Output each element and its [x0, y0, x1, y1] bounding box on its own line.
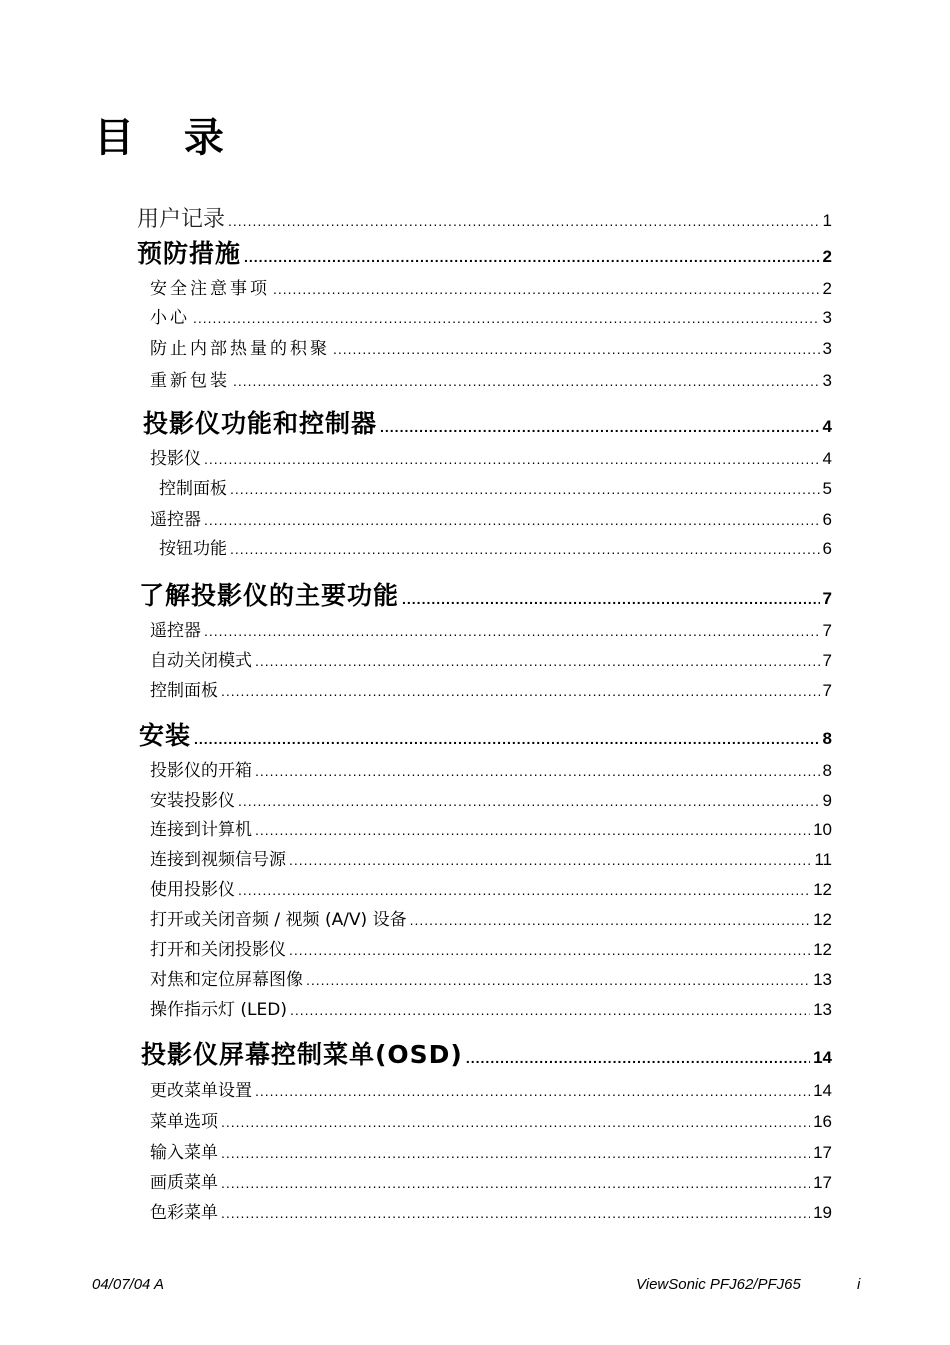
toc-entry-label: 用户记录 [137, 207, 226, 232]
toc-leader-dots [233, 373, 820, 389]
toc-entry[interactable] [150, 676, 832, 701]
toc-entry[interactable] [150, 444, 832, 469]
toc-entry-label: 对焦和定位屏幕图像 [150, 970, 303, 990]
toc-leader-dots [230, 481, 820, 497]
toc-entry[interactable] [150, 935, 832, 960]
toc-entry[interactable] [150, 1138, 832, 1163]
footer-date: 04/07/04 A [92, 1276, 165, 1293]
toc-leader-dots [255, 822, 810, 838]
toc-leader-dots [221, 1114, 810, 1130]
toc-entry[interactable] [150, 505, 832, 530]
toc-entry-label: 打开和关闭投影仪 [150, 940, 286, 960]
toc-entry[interactable] [150, 1107, 832, 1132]
toc-entry-label: 安全注意事项 [150, 279, 270, 299]
toc-entry-label: 遥控器 [150, 510, 201, 530]
toc-entry-label: 输入菜单 [150, 1143, 218, 1163]
toc-leader-dots [238, 882, 810, 898]
toc-entry-page: 13 [813, 970, 832, 989]
toc-entry-page: 3 [822, 371, 832, 390]
toc-leader-dots [289, 852, 811, 868]
toc-entry[interactable] [137, 202, 832, 233]
toc-entry[interactable] [150, 1168, 832, 1193]
toc-entry-label: 按钮功能 [159, 539, 227, 559]
toc-entry-page: 5 [822, 479, 832, 498]
toc-chapter-page: 8 [822, 729, 832, 748]
toc-entry-label: 菜单选项 [150, 1112, 218, 1132]
toc-entry-page: 12 [813, 910, 832, 929]
toc-chapter-page: 2 [822, 247, 832, 266]
toc-entry[interactable] [150, 845, 832, 870]
toc-entry-page: 4 [822, 449, 832, 468]
toc-entry-label: 重新包装 [150, 371, 230, 391]
toc-chapter-label: 投影仪屏幕控制菜单(OSD) [141, 1040, 463, 1069]
toc-entry-page: 6 [822, 510, 832, 529]
toc-leader-dots [244, 249, 820, 265]
toc-entry-page: 17 [813, 1173, 832, 1192]
toc-entry-page: 7 [822, 681, 832, 700]
page-title: 目 录 [94, 115, 242, 161]
toc-entry-label: 安装投影仪 [150, 791, 235, 811]
toc-leader-dots [333, 341, 820, 357]
toc-entry-page: 2 [822, 279, 832, 298]
toc-entry-label: 遥控器 [150, 621, 201, 641]
toc-leader-dots [194, 731, 820, 747]
toc-entry[interactable] [150, 366, 832, 391]
toc-leader-dots [273, 281, 820, 297]
toc-entry[interactable] [150, 875, 832, 900]
toc-chapter[interactable] [141, 1035, 832, 1071]
toc-entry-label: 投影仪 [150, 449, 201, 469]
toc-entry[interactable] [159, 474, 832, 499]
toc-entry[interactable] [150, 303, 832, 328]
toc-entry[interactable] [150, 1076, 832, 1101]
toc-entry-page: 7 [822, 651, 832, 670]
toc-chapter[interactable] [139, 716, 832, 752]
toc-entry-label: 投影仪的开箱 [150, 761, 252, 781]
toc-leader-dots [289, 942, 810, 958]
toc-entry-page: 16 [813, 1112, 832, 1131]
toc-entry-page: 7 [822, 621, 832, 640]
toc-leader-dots [410, 912, 810, 928]
toc-leader-dots [204, 451, 820, 467]
toc-leader-dots [255, 763, 820, 779]
toc-leader-dots [466, 1050, 810, 1066]
toc-chapter-label: 预防措施 [137, 239, 242, 268]
toc-entry-label: 连接到计算机 [150, 820, 252, 840]
toc-chapter-label: 投影仪功能和控制器 [143, 409, 378, 438]
toc-entry-label: 防止内部热量的积聚 [150, 339, 330, 359]
toc-leader-dots [230, 541, 820, 557]
toc-entry-page: 6 [822, 539, 832, 558]
toc-leader-dots [306, 972, 810, 988]
toc-entry[interactable] [159, 534, 832, 559]
toc-entry-page: 14 [813, 1081, 832, 1100]
toc-entry[interactable] [150, 334, 832, 359]
toc-entry-page: 19 [813, 1203, 832, 1222]
toc-entry-label: 连接到视频信号源 [150, 850, 286, 870]
toc-leader-dots [221, 1205, 810, 1221]
toc-entry[interactable] [150, 815, 832, 840]
toc-entry-label: 小心 [150, 308, 190, 328]
toc-entry-label: 打开或关闭音频 / 视频 (A/V) 设备 [150, 910, 407, 930]
toc-entry-page: 10 [813, 820, 832, 839]
toc-entry-page: 12 [813, 940, 832, 959]
toc-chapter[interactable] [143, 404, 832, 440]
toc-entry[interactable] [150, 995, 832, 1020]
toc-entry[interactable] [150, 786, 832, 811]
toc-entry[interactable] [150, 905, 832, 930]
toc-chapter-label: 了解投影仪的主要功能 [139, 581, 400, 610]
toc-entry-label: 操作指示灯 (LED) [150, 1000, 287, 1020]
toc-chapter-page: 4 [822, 417, 832, 436]
toc-entry-page: 1 [822, 211, 832, 230]
toc-entry[interactable] [150, 646, 832, 671]
toc-entry-label: 自动关闭模式 [150, 651, 252, 671]
toc-leader-dots [221, 1175, 810, 1191]
toc-leader-dots [255, 1083, 810, 1099]
toc-entry-page: 13 [813, 1000, 832, 1019]
toc-chapter-page: 14 [813, 1048, 832, 1067]
toc-entry[interactable] [150, 274, 832, 299]
toc-leader-dots [221, 683, 820, 699]
toc-entry-page: 9 [822, 791, 832, 810]
toc-entry-page: 17 [813, 1143, 832, 1162]
toc-leader-dots [204, 512, 820, 528]
toc-leader-dots [290, 1002, 810, 1018]
toc-leader-dots [380, 419, 820, 435]
footer-product: ViewSonic PFJ62/PFJ65 [636, 1276, 801, 1293]
toc-entry-page: 3 [822, 339, 832, 358]
toc-entry-label: 控制面板 [150, 681, 218, 701]
toc-entry-page: 8 [822, 761, 832, 780]
toc-entry[interactable] [150, 756, 832, 781]
toc-entry-page: 12 [813, 880, 832, 899]
toc-leader-dots [402, 591, 820, 607]
toc-chapter[interactable] [139, 576, 832, 612]
toc-entry-label: 画质菜单 [150, 1173, 218, 1193]
toc-leader-dots [221, 1145, 810, 1161]
toc-entry-label: 使用投影仪 [150, 880, 235, 900]
toc-entry[interactable] [150, 616, 832, 641]
toc-entry-page: 3 [822, 308, 832, 327]
toc-entry[interactable] [150, 1198, 832, 1223]
toc-chapter-page: 7 [822, 589, 832, 608]
toc-leader-dots [255, 653, 820, 669]
toc-entry-label: 控制面板 [159, 479, 227, 499]
toc-chapter-label: 安装 [139, 721, 192, 750]
toc-entry[interactable] [150, 965, 832, 990]
footer-page-number: i [857, 1276, 861, 1293]
toc-entry-label: 色彩菜单 [150, 1203, 218, 1223]
toc-entry-label: 更改菜单设置 [150, 1081, 252, 1101]
toc-chapter[interactable] [137, 234, 832, 270]
toc-entry-page: 11 [814, 850, 832, 869]
toc-leader-dots [238, 793, 820, 809]
toc-leader-dots [228, 213, 820, 229]
toc-leader-dots [204, 623, 820, 639]
toc-leader-dots [193, 310, 820, 326]
